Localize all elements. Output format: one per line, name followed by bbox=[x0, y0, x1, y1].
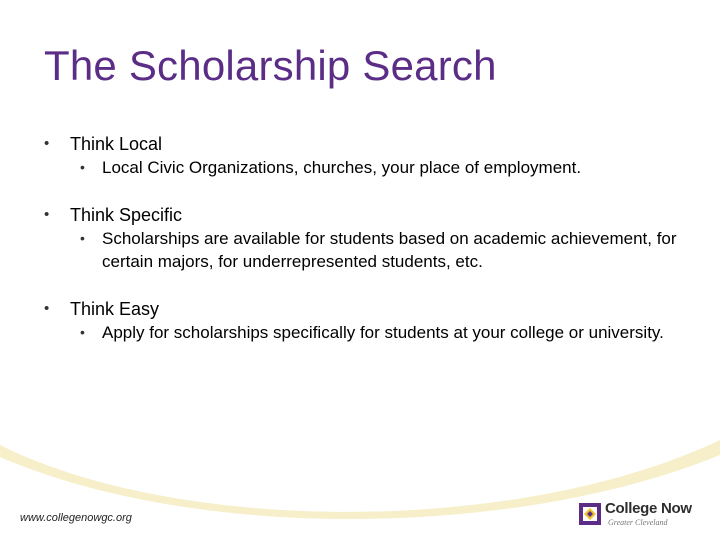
sub-bullet: • Apply for scholarships specifically for students at your college or university. bbox=[80, 321, 684, 344]
bullet-group-specific bbox=[44, 203, 684, 273]
logo-name: College Now bbox=[605, 500, 692, 517]
sub-bullet: • Local Civic Organizations, churches, your place of employment. bbox=[80, 156, 684, 179]
sub-bullet-list bbox=[44, 321, 684, 344]
college-now-logo bbox=[578, 500, 708, 530]
logo-subtitle: Greater Cleveland bbox=[608, 518, 668, 527]
bullet-list bbox=[44, 132, 684, 368]
slide-title: The Scholarship Search bbox=[44, 42, 497, 89]
sub-bullet-list bbox=[44, 227, 684, 273]
bullet-group-easy bbox=[44, 297, 684, 344]
logo-mark-icon bbox=[578, 502, 602, 526]
sub-bullet: • Scholarships are available for students based on academic achievement, for certain majors, for underrepresented students, etc. bbox=[80, 227, 684, 273]
bullet-heading: • Think Local bbox=[44, 132, 684, 156]
footer-url: www.collegenowgc.org bbox=[20, 512, 132, 524]
sub-bullet-list bbox=[44, 156, 684, 179]
bullet-group-local bbox=[44, 132, 684, 179]
bullet-heading: • Think Specific bbox=[44, 203, 684, 227]
bullet-heading: • Think Easy bbox=[44, 297, 684, 321]
